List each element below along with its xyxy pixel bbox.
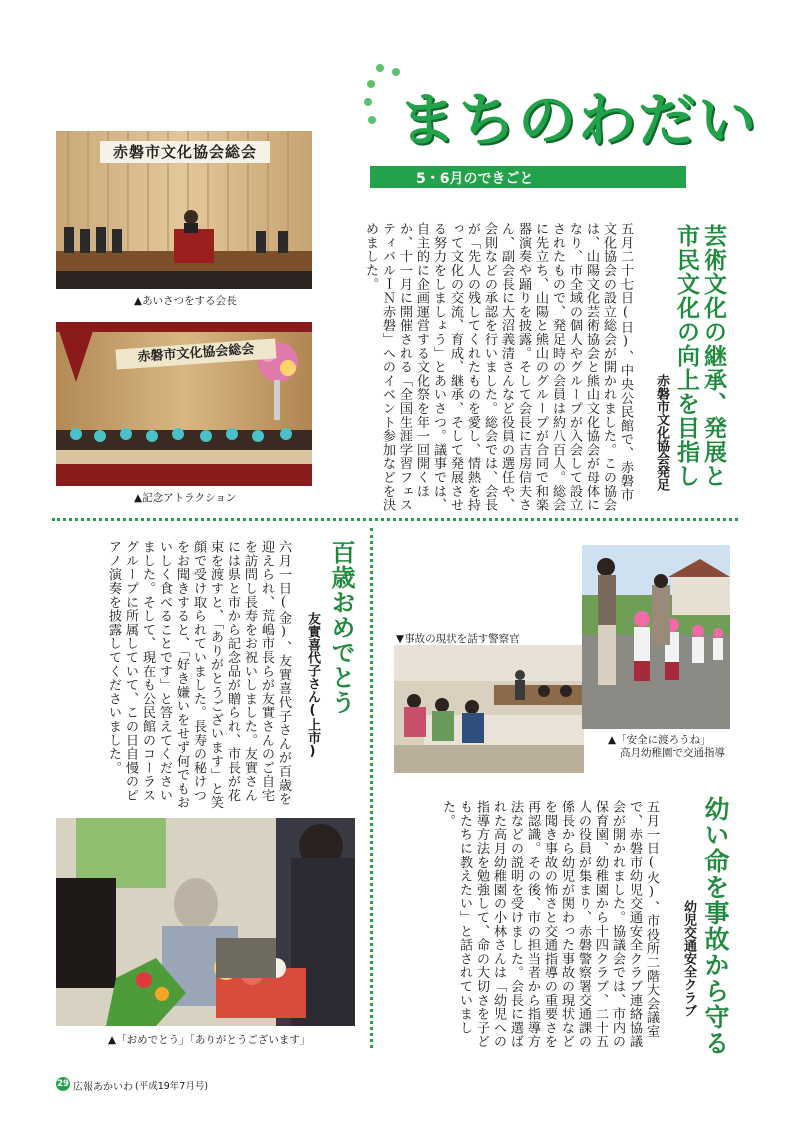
photo1-stage-sign: 赤磐市文化協会総会 — [100, 141, 270, 163]
photo-centenarian-bouquet — [56, 818, 355, 1026]
subtitle-bar — [370, 166, 686, 188]
article1-headline-line1: 芸術文化の継承、発展と — [700, 224, 726, 488]
page-number: 29 — [57, 1079, 69, 1089]
page-title: まちのわだい — [398, 86, 759, 154]
article1-headline-line2: 市民文化の向上を目指し — [673, 224, 699, 488]
article3-byline: 幼児交通安全クラブ — [681, 900, 696, 1017]
article2-body: 六月一日(金)、友實喜代子さんが百歳を迎えられ、荒嶋市長らが友實さんのご自宅を訪問し長寿をお祝いしました。友實さんには県と市から記念品が贈られ、市長が花束を渡すと、「ありがとうございます」と笑顔で受け取られていました。長寿の秘けつをお聞きすると、「好き嫌いをせず何でもおいしく食べることです」と答えてくださいました。そして、現在も公民館のコーラスグループに所属していて、この日自慢のピアノ演奏を披露してくださいました。 — [106, 540, 291, 810]
page-number-badge — [56, 1077, 70, 1091]
article3-headline: 幼い命を事故から守る — [701, 796, 730, 1056]
photo-greeting-chairman — [56, 131, 312, 289]
article1-body: 五月二十七日(日)、中央公民館で、赤磐市文化協会の設立総会が開かれました。この協会は、山陽文化芸術協会と熊山文化協会が母体になり、市全域の個人やグループが入会して設立されたもので、発足時の会員は約八百人。総会に先立ち、山陽と熊山のグループが合同で和楽器演奏や踊りを披露。そして会長に吉房信夫さん、副会長に大沼義清さんなど役員の選任や、会則などの承認を行いました。総会では、会長が「先人の残してくれたものを愛し、情熱を持って文化の交流、育成、継承、そして発展させる努力をしましょう」とあいさつ。議事では、自主的に企画運営する文化祭を年一回開くほか、十一月に開催される「全国生涯学習フェスティバルＩＮ赤磐」へのイベント参加などを決めました。 — [363, 222, 633, 512]
photo3-caption: ▲「おめでとう」「ありがとうございます」 — [108, 1034, 311, 1046]
photo-meeting-caption: ▼事故の現状を話す警察官 — [396, 633, 520, 645]
footer-publication: 広報あかいわ — [73, 1082, 133, 1093]
article2-headline: 百歳おめでとう — [327, 540, 355, 715]
photo2-stage-sign: 赤磐市文化協会総会 — [115, 338, 276, 369]
section-divider-vertical — [370, 528, 373, 1048]
footer-issue: (平成19年7月号) — [135, 1081, 209, 1092]
section-divider-horizontal — [52, 518, 738, 521]
photo-kids-crossing — [582, 545, 730, 729]
article3-body: 五月一日(火)、市役所二階大会議室で、赤磐市幼児交通安全クラブ連絡協議会が開かれました。協議会では、市内の保育園、幼稚園から十四クラブ、二十五人の役員が集まり、赤磐警察署交通課の係長から幼児が関わった事故の現状などを聞き事故の怖さと交通指導の重要さを再認識。その後、市の担当者から指導方法などの説明を受けました。会長に選ばれた高月幼稚園の小林さんは「幼児への指導方法を勉強して、命の大切さを子どもたちに教えたい」と話されていました。 — [440, 800, 659, 1049]
subtitle-text: 5・6月のできごと — [416, 171, 534, 187]
photo-kids-caption-line1: ▲「安全に渡ろうね」 — [608, 734, 711, 746]
article1-byline: 赤磐市文化協会発足 — [654, 374, 669, 491]
photo-commemorative-attraction — [56, 322, 312, 486]
photo-police-meeting — [394, 645, 584, 773]
photo2-caption: ▲記念アトラクション — [134, 492, 237, 504]
photo-kids-caption-line2: 高月幼稚園で交通指導 — [620, 747, 725, 759]
article2-byline: 友實喜代子さん(上市) — [305, 612, 320, 759]
photo1-caption: ▲あいさつをする会長 — [134, 295, 237, 307]
